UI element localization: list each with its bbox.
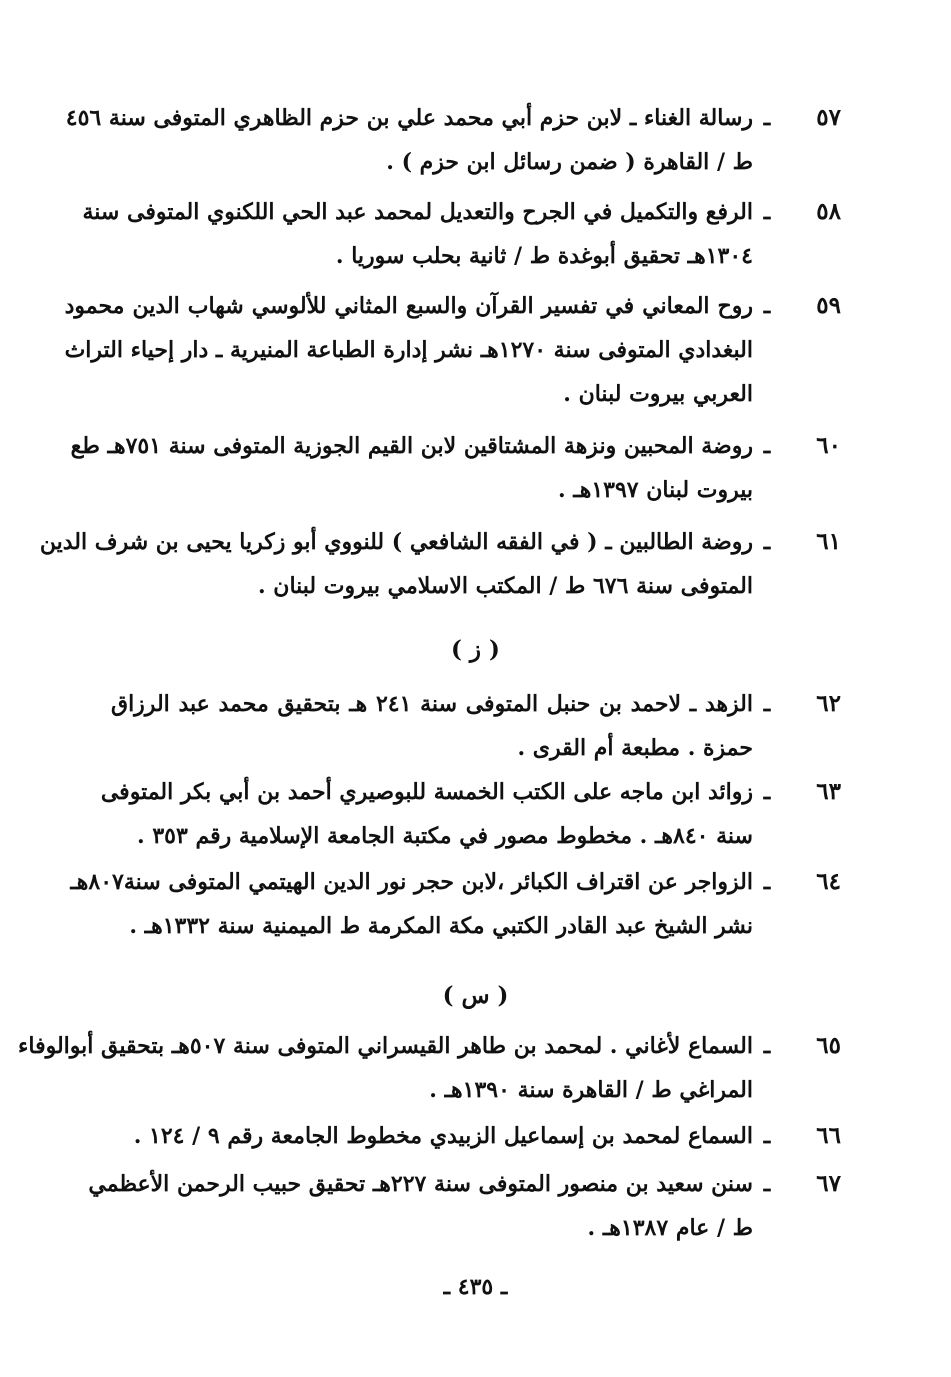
- reference-entry-62: [111, 682, 841, 770]
- reference-entry-66: [111, 1114, 841, 1158]
- reference-entry-57: [65, 96, 841, 184]
- entry-number: ٦٢: [816, 690, 841, 717]
- entry-dash: ـ: [763, 869, 771, 895]
- reference-entry-67: [88, 1162, 841, 1250]
- reference-entry-65: [18, 1024, 841, 1112]
- entry-dash: ـ: [763, 1171, 771, 1197]
- entry-dash: ـ: [763, 691, 771, 717]
- entry-line: السماع لأغاني . لمحمد بن طاهر القيسراني المتوفى سنة ٥٠٧هـ بتحقيق أبوالوفاء: [18, 1033, 753, 1059]
- entry-dash: ـ: [763, 293, 771, 319]
- entry-dash: ـ: [763, 1033, 771, 1059]
- entry-number: ٦٣: [816, 778, 841, 805]
- entry-number: ٦٤: [816, 868, 841, 895]
- entry-text: [101, 770, 753, 858]
- entry-number: ٦٥: [816, 1032, 841, 1059]
- entry-number: ٦٧: [816, 1170, 841, 1197]
- entry-line: البغدادي المتوفى سنة ١٢٧٠هـ نشر إدارة الطباعة المنيرية ـ دار إحياء التراث: [64, 337, 753, 363]
- entry-line: ١٣٠٤هـ تحقيق أبوغدة ط / ثانية بحلب سوريا .: [335, 243, 753, 269]
- entry-line: ط / القاهرة ( ضمن رسائل ابن حزم ) .: [386, 149, 753, 175]
- entry-text: [18, 1024, 753, 1112]
- reference-entry-61: [39, 520, 841, 608]
- entry-number: ٥٨: [816, 198, 841, 225]
- reference-entry-63: [100, 770, 841, 858]
- entry-line: سنة ٨٤٠هـ . مخطوط مصور في مكتبة الجامعة الإسلامية رقم ٣٥٣ .: [137, 823, 753, 849]
- page-number: ـ ٤٣٥ ـ: [443, 1274, 508, 1300]
- entry-line: الزواجر عن اقتراف الكبائر ،لابن حجر نور الدين الهيتمي المتوفى سنة٨٠٧هـ: [70, 869, 753, 895]
- entry-line: روح المعاني في تفسير القرآن والسبع المثاني للألوسي شهاب الدين محمود: [64, 293, 753, 319]
- entry-line: الرفع والتكميل في الجرح والتعديل لمحمد عبد الحي اللكنوي المتوفى سنة: [82, 199, 753, 225]
- entry-dash: ـ: [763, 529, 771, 555]
- entry-line: السماع لمحمد بن إسماعيل الزبيدي مخطوط الجامعة رقم ٩ / ١٢٤ .: [133, 1123, 753, 1149]
- entry-line: المتوفى سنة ٦٧٦ ط / المكتب الاسلامي بيروت لبنان .: [257, 573, 753, 599]
- entry-text: [65, 284, 753, 416]
- entry-text: [111, 1114, 753, 1158]
- entry-line: زوائد ابن ماجه على الكتب الخمسة للبوصيري أحمد بن أبي بكر المتوفى: [100, 779, 753, 805]
- entry-text: [71, 424, 753, 512]
- entry-line: نشر الشيخ عبد القادر الكتبي مكة المكرمة ط الميمنية سنة ١٣٣٢هـ .: [129, 913, 753, 939]
- entry-line: الزهد ـ لاحمد بن حنبل المتوفى سنة ٢٤١ هـ بتحقيق محمد عبد الرزاق: [111, 691, 753, 717]
- entry-number: ٦٦: [816, 1122, 841, 1149]
- entry-number: ٥٧: [816, 104, 841, 131]
- entry-dash: ـ: [763, 199, 771, 225]
- entry-text: [82, 190, 753, 278]
- entry-text: [111, 682, 753, 770]
- reference-entry-58: [82, 190, 841, 278]
- entry-line: روضة المحبين ونزهة المشتاقين لابن القيم الجوزية المتوفى سنة ٧٥١هـ طع: [70, 433, 753, 459]
- entry-number: ٦١: [816, 528, 841, 555]
- entry-line: حمزة . مطبعة أم القرى .: [517, 735, 753, 761]
- entry-text: [40, 520, 753, 608]
- entry-text: [70, 860, 753, 948]
- entry-dash: ـ: [763, 1123, 771, 1149]
- entry-dash: ـ: [763, 779, 771, 805]
- entry-text: [66, 96, 753, 184]
- reference-entry-64: [70, 860, 841, 948]
- section-heading-zay: ( ز ): [451, 636, 500, 663]
- entry-line: ط / عام ١٣٨٧هـ .: [587, 1215, 753, 1241]
- entry-dash: ـ: [763, 433, 771, 459]
- entry-line: سنن سعيد بن منصور المتوفى سنة ٢٢٧هـ تحقيق حبيب الرحمن الأعظمي: [88, 1171, 753, 1197]
- entry-line: رسالة الغناء ـ لابن حزم أبي محمد علي بن حزم الظاهري المتوفى سنة ٤٥٦: [65, 105, 753, 131]
- reference-entry-59: [64, 284, 841, 416]
- reference-entry-60: [70, 424, 841, 512]
- entry-line: بيروت لبنان ١٣٩٧هـ .: [557, 477, 753, 503]
- entry-line: العربي بيروت لبنان .: [563, 381, 753, 407]
- entry-number: ٦٠: [816, 432, 841, 459]
- entry-dash: ـ: [763, 105, 771, 131]
- entry-text: [88, 1162, 753, 1250]
- section-heading-sin: ( س ): [442, 982, 509, 1009]
- entry-line: المراغي ط / القاهرة سنة ١٣٩٠هـ .: [429, 1077, 753, 1103]
- entry-number: ٥٩: [816, 292, 841, 319]
- entry-line: روضة الطالبين ـ ( في الفقه الشافعي ) للنووي أبو زكريا يحيى بن شرف الدين: [39, 529, 753, 555]
